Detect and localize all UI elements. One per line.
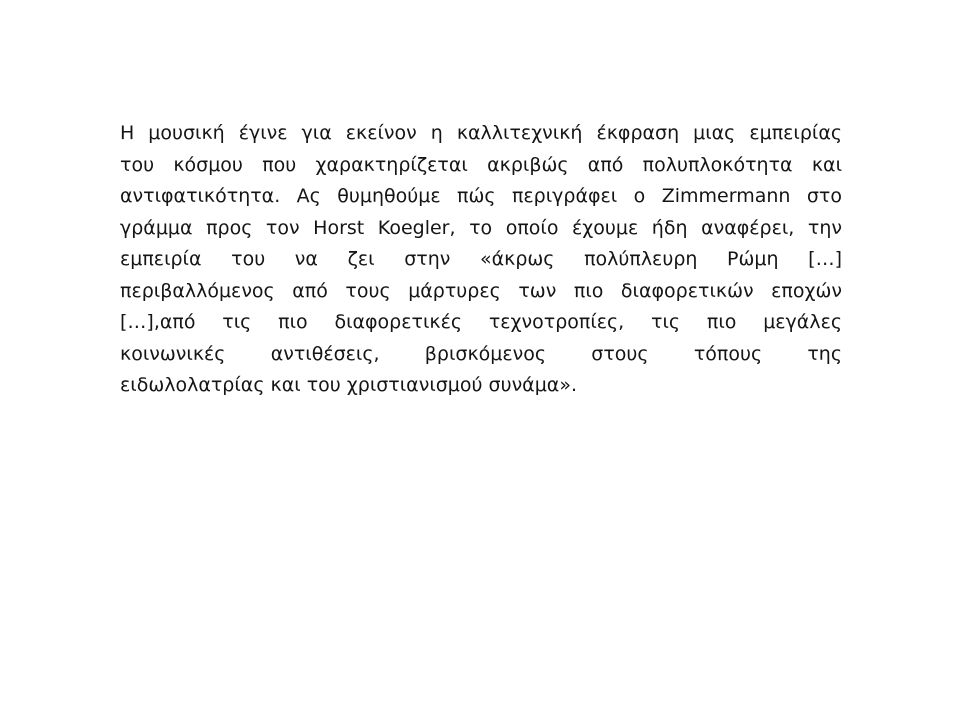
paragraph-line: εμπειρία του να ζει στην «άκρως πολύπλευρη Ρώμη […] <box>120 248 842 270</box>
paragraph-line: περιβαλλόμενος από τους μάρτυρες των πιο διαφορετικών εποχών <box>120 279 842 302</box>
paragraph-line: κοινωνικές αντιθέσεις, βρισκόμενος στους τόπους της <box>120 342 842 365</box>
paragraph-line: ειδωλολατρίας και του χριστιανισμού συνάμα». <box>120 374 577 396</box>
paragraph-line: […],από τις πιο διαφορετικές τεχνοτροπίες, τις πιο μεγάλες <box>120 311 842 333</box>
body-paragraph <box>120 118 842 402</box>
paragraph-line: αντιφατικότητα. Ας θυμηθούμε πώς περιγράφει ο Zimmermann στο <box>120 185 842 207</box>
paragraph-line: γράμμα προς τον Horst Koegler, το οποίο έχουμε ήδη αναφέρει, την <box>120 216 842 239</box>
paragraph-line: του κόσμου που χαρακτηρίζεται ακριβώς από πολυπλοκότητα και <box>120 153 842 176</box>
paragraph-line: Η μουσική έγινε για εκείνον η καλλιτεχνική έκφραση μιας εμπειρίας <box>120 122 842 144</box>
